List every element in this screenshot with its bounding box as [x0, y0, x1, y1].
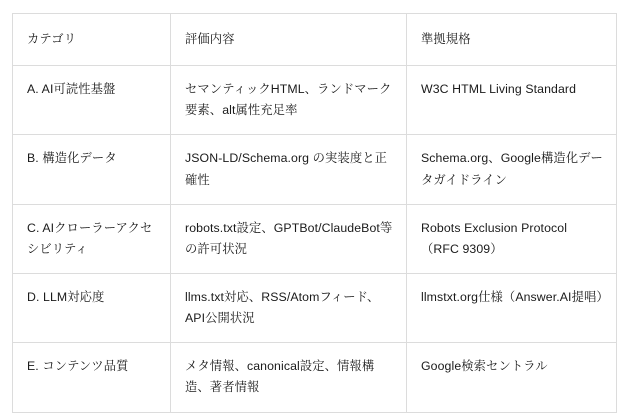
cell-standard: Schema.org、Google構造化データガイドライン — [407, 135, 617, 204]
cell-category: A. AI可読性基盤 — [13, 66, 171, 135]
cell-category: D. LLM対応度 — [13, 273, 171, 342]
cell-evaluation: JSON-LD/Schema.org の実装度と正確性 — [171, 135, 407, 204]
cell-category: E. コンテンツ品質 — [13, 343, 171, 412]
table-header — [13, 14, 617, 66]
table-row — [13, 204, 617, 273]
cell-evaluation: robots.txt設定、GPTBot/ClaudeBot等の許可状況 — [171, 204, 407, 273]
column-header-standard: 準拠規格 — [407, 14, 617, 66]
table-body — [13, 66, 617, 412]
cell-evaluation: llms.txt対応、RSS/Atomフィード、API公開状況 — [171, 273, 407, 342]
cell-category: B. 構造化データ — [13, 135, 171, 204]
cell-standard: Google検索セントラル — [407, 343, 617, 412]
evaluation-table — [12, 13, 617, 413]
cell-evaluation: メタ情報、canonical設定、情報構造、著者情報 — [171, 343, 407, 412]
table-row — [13, 343, 617, 412]
cell-category: C. AIクローラーアクセシビリティ — [13, 204, 171, 273]
cell-standard: W3C HTML Living Standard — [407, 66, 617, 135]
cell-evaluation: セマンティックHTML、ランドマーク要素、alt属性充足率 — [171, 66, 407, 135]
column-header-evaluation: 評価内容 — [171, 14, 407, 66]
table-row — [13, 273, 617, 342]
table-header-row — [13, 14, 617, 66]
column-header-category: カテゴリ — [13, 14, 171, 66]
cell-standard: Robots Exclusion Protocol（RFC 9309） — [407, 204, 617, 273]
table-row — [13, 66, 617, 135]
table-row — [13, 135, 617, 204]
cell-standard: llmstxt.org仕様（Answer.AI提唱） — [407, 273, 617, 342]
